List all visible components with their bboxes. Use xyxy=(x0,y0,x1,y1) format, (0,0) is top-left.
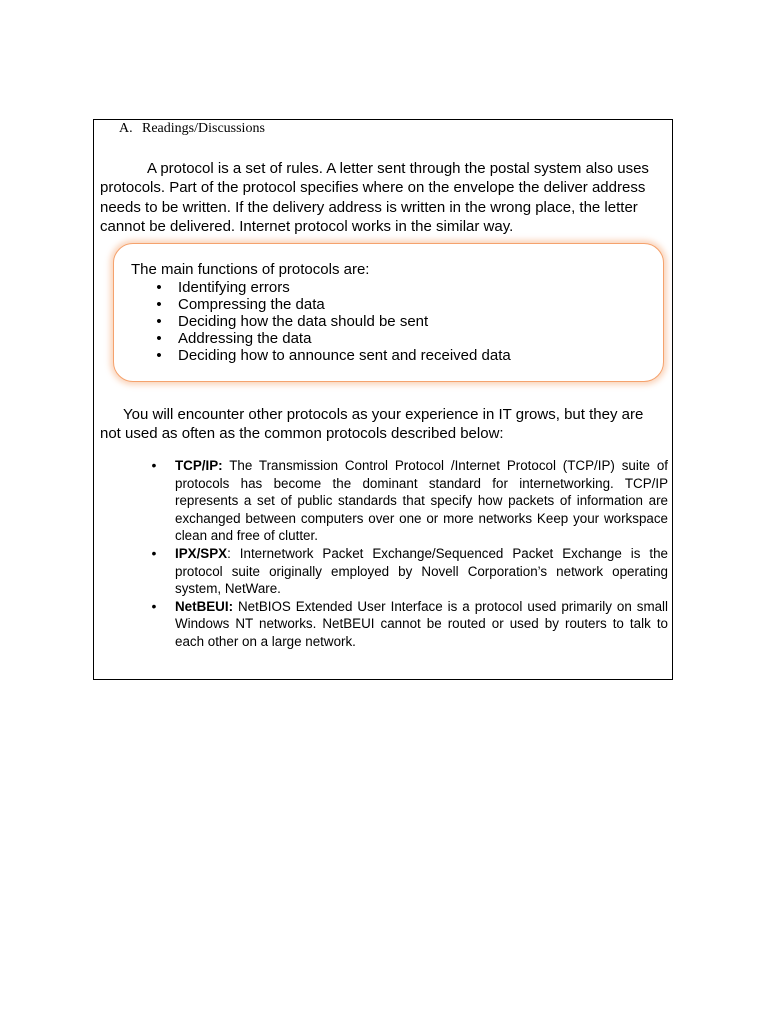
protocol-item-ipxspx xyxy=(149,545,668,598)
protocol-term: IPX/SPX xyxy=(175,545,228,561)
protocol-term: NetBEUI: xyxy=(175,598,234,614)
list-item-text: Deciding how to announce sent and received data xyxy=(178,347,511,364)
section-letter: A. xyxy=(119,121,133,136)
bullet-icon: • xyxy=(156,296,162,313)
list-item xyxy=(154,296,511,313)
callout-title: The main functions of protocols are: xyxy=(131,261,370,278)
protocol-item-tcpip xyxy=(149,457,668,545)
section-title: Readings/Discussions xyxy=(142,121,265,136)
protocol-functions-list xyxy=(154,279,511,364)
list-item-text: Identifying errors xyxy=(178,279,290,296)
list-item xyxy=(154,347,511,364)
bullet-icon: • xyxy=(151,597,157,614)
protocol-list xyxy=(149,457,668,651)
protocol-description: : Internetwork Packet Exchange/Sequenced Packet Exchange is the protocol suite originally employed by Novell Corporation’s network operating system, NetWare. xyxy=(175,545,668,597)
protocol-description: NetBIOS Extended User Interface is a protocol used primarily on small Windows NT networks. NetBEUI cannot be routed or used by routers to talk to each other on a large network. xyxy=(175,598,668,649)
protocol-item-netbeui xyxy=(149,598,668,651)
bullet-icon: • xyxy=(156,347,162,364)
bullet-icon: • xyxy=(156,279,162,296)
transition-paragraph: You will encounter other protocols as your experience in IT grows, but they are not used as often as the common protocols described below: xyxy=(100,406,644,443)
bullet-icon: • xyxy=(156,313,162,330)
list-item xyxy=(154,313,511,330)
content-frame xyxy=(93,119,673,680)
section-heading xyxy=(119,120,265,138)
list-item xyxy=(154,330,511,347)
bullet-icon: • xyxy=(151,544,157,561)
list-item-text: Addressing the data xyxy=(178,330,312,347)
list-item-text: Deciding how the data should be sent xyxy=(178,313,429,330)
protocol-term: TCP/IP: xyxy=(175,458,223,473)
list-item xyxy=(154,279,511,296)
protocol-functions-callout xyxy=(113,243,664,382)
protocol-description: The Transmission Control Protocol /Internet Protocol (TCP/IP) suite of protocols has become the dominant standard for internetworking. TCP/IP represents a set of public standards that specify how packets of information are exchanged between computers over one or more networks Keep your workspace clean and free of clutter. xyxy=(175,458,668,544)
list-item-text: Compressing the data xyxy=(178,296,325,313)
bullet-icon: • xyxy=(156,330,162,347)
intro-paragraph: A protocol is a set of rules. A letter sent through the postal system also uses protocols. Part of the protocol specifies where on the envelope the deliver address needs to be written. If the delivery address is written in the wrong place, the letter cannot be delivered. Internet protocol works in the similar way. xyxy=(100,160,649,235)
bullet-icon: • xyxy=(151,457,157,473)
